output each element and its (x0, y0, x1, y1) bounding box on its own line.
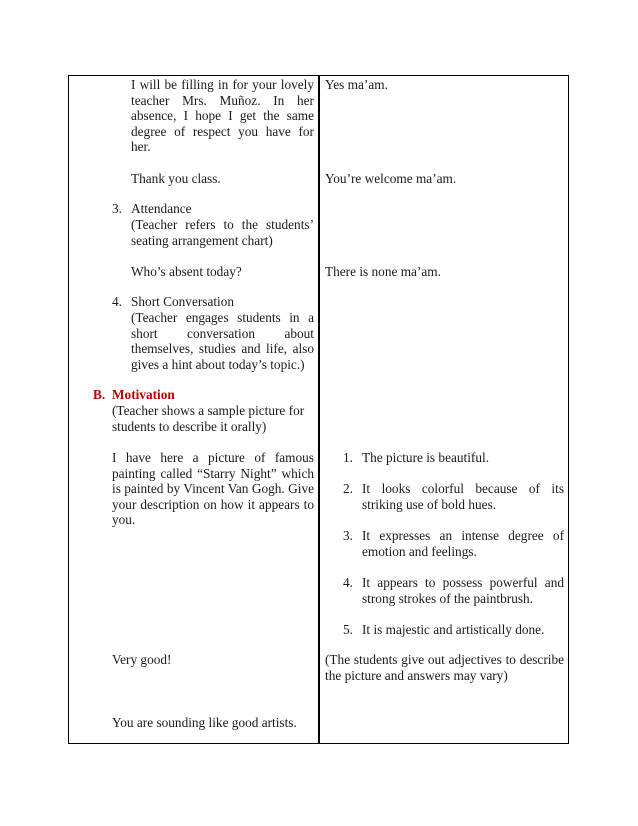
response-item: It is majestic and artistically done. (362, 622, 545, 637)
conversation-title: Short Conversation (131, 294, 235, 309)
conversation-note: (Teacher engages students in a short conversation about themselves, studies and life, also gives a hint about today’s topic.) (131, 310, 314, 372)
filling-in-text: I will be filling in for your lovely teacher Mrs. Muñoz. In her absence, I hope I get the same degree of respect you have for her. (131, 77, 314, 155)
response-number: 1. (343, 450, 353, 465)
response-item: The picture is beautiful. (362, 450, 490, 465)
yes-response: Yes ma’am. (325, 77, 388, 92)
attendance-title: Attendance (131, 201, 192, 216)
conversation-number: 4. (112, 294, 122, 309)
attendance-note: (Teacher refers to the students’ seating arrangement chart) (131, 217, 314, 248)
very-good-text: Very good! (112, 652, 172, 667)
absent-question: Who’s absent today? (131, 264, 242, 279)
motivation-heading: Motivation (112, 387, 175, 402)
response-number: 3. (343, 528, 353, 543)
column-divider (318, 75, 320, 744)
thank-you-text: Thank you class. (131, 171, 221, 186)
response-number: 4. (343, 575, 353, 590)
none-response: There is none ma’am. (325, 264, 441, 279)
sounding-text: You are sounding like good artists. (112, 715, 297, 730)
attendance-number: 3. (112, 201, 122, 216)
response-number: 5. (343, 622, 353, 637)
motivation-prompt: I have here a picture of famous painting called “Starry Night” which is painted by Vincent Van Gogh. Give your description on how it appears to you. (112, 450, 314, 528)
motivation-note: (Teacher shows a sample picture for students to describe it orally) (112, 403, 305, 434)
motivation-letter: B. (93, 387, 106, 402)
welcome-response: You’re welcome ma’am. (325, 171, 457, 186)
answers-vary-note: (The students give out adjectives to describe the picture and answers may vary) (325, 652, 564, 683)
response-item: It expresses an intense degree of emotion and feelings. (362, 528, 564, 559)
response-item: It looks colorful because of its striking use of bold hues. (362, 481, 564, 512)
response-item: It appears to possess powerful and strong strokes of the paintbrush. (362, 575, 564, 606)
response-number: 2. (343, 481, 353, 496)
